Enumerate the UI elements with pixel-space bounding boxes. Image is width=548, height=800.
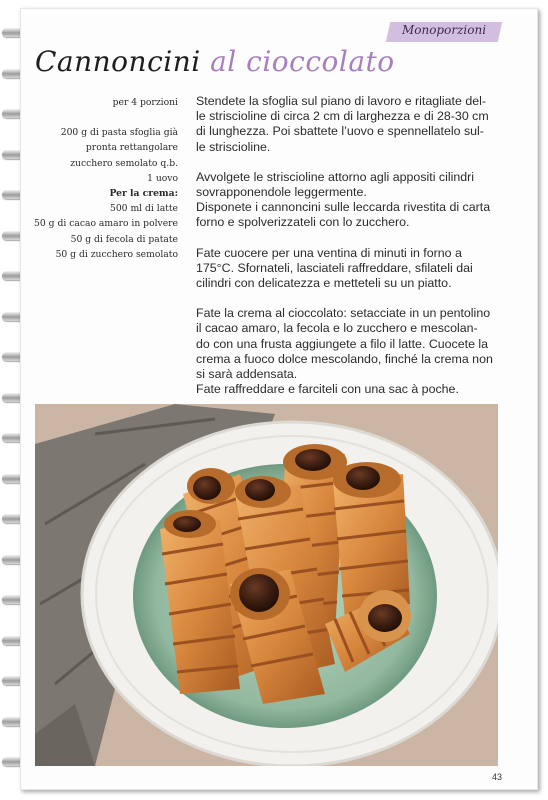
ingredient-item: pronta rettangolare xyxy=(85,142,178,154)
recipe-title-main: Cannoncini xyxy=(35,45,201,78)
instruction-paragraph: Avvolgete le striscioline attorno agli appositi cilindri sovrapponendole leggermente. Disponete i cannoncini sulle leccarda rivestita di carta forno e spolverizzateli con lo zucchero. xyxy=(196,169,491,230)
ingredient-item: 1 uovo xyxy=(147,172,178,184)
instruction-paragraph: Fate la crema al cioccolato: setacciate in un pentolino il cacao amaro, la fecola e lo zucchero e mescolan- do con una frusta aggiungete a filo il latte. Cuocete la crema a fuoco dolce mescolando, finché la crema non si sarà addensata. Fate raffreddare e farciteli con una sac à poche. xyxy=(196,306,493,397)
recipe-title xyxy=(35,45,395,78)
page-number: 43 xyxy=(491,772,502,782)
instructions xyxy=(196,94,498,412)
recipe-photo xyxy=(35,404,498,766)
ingredient-item: 200 g di pasta sfoglia già xyxy=(60,127,178,139)
ingredient-item: zucchero semolato q.b. xyxy=(70,157,178,169)
recipe-title-accent: al cioccolato xyxy=(210,45,395,78)
cream-ingredient-item: 50 g di fecola di patate xyxy=(70,233,178,245)
instruction-paragraph: Stendete la sfoglia sul piano di lavoro e ritagliate del- le striscioline di circa 2 cm di larghezza e di 28-30 cm di lunghezza. Poi sbattete l’uovo e spennellatelo sul- le striscioline. xyxy=(196,94,489,154)
cream-heading: Per la crema: xyxy=(109,188,178,200)
ingredients-list xyxy=(32,95,178,262)
category-tag: Monoporzioni xyxy=(401,23,487,37)
cream-ingredient-item: 50 g di zucchero semolato xyxy=(55,248,178,260)
cream-ingredient-item: 500 ml di latte xyxy=(109,203,178,215)
servings: per 4 porzioni xyxy=(112,97,178,108)
instruction-paragraph: Fate cuocere per una ventina di minuti in forno a 175°C. Sfornateli, lasciateli raffreddare, sfilateli dai cilindri con delicatezza e metteteli su un piatto. xyxy=(196,245,473,291)
cream-ingredient-item: 50 g di cacao amaro in polvere xyxy=(34,218,178,230)
